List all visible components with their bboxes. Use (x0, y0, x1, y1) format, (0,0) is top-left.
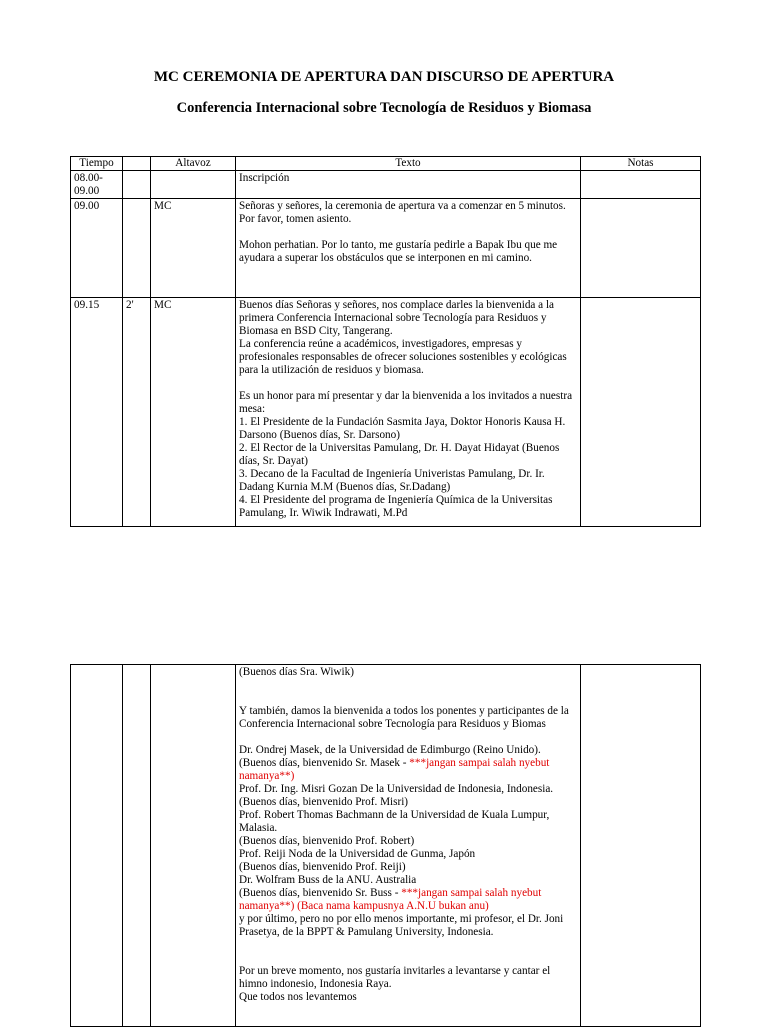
document-title: MC CEREMONIA DE APERTURA DAN DISCURSO DE APERTURA (153, 69, 615, 85)
text-paragraph: (Buenos días Sra. Wiwik) (239, 666, 354, 678)
greeting-line: (Buenos días, bienvenido Prof. Reiji) (239, 861, 406, 873)
guest-list-item: 1. El Presidente de la Fundación Sasmita Jaya, Doktor Honoris Kausa H. Darsono (Buenos días, Sr. Darsono) (239, 416, 566, 441)
schedule-table-page2 (70, 664, 701, 1027)
speaker-entry: Dr. Ondrej Masek, de la Universidad de Edimburgo (Reino Unido). (239, 744, 541, 756)
text-registration: Inscripción (239, 172, 290, 184)
table-row (71, 298, 701, 527)
text-cell (236, 171, 581, 199)
table-row (71, 171, 701, 199)
document-subtitle: Conferencia Internacional sobre Tecnología de Residuos y Biomasa (176, 100, 592, 116)
time-cell: 08.00- 09.00 (71, 171, 123, 199)
text-paragraph: Señoras y señores, la ceremonia de apertura va a comenzar en 5 minutos. Por favor, tomen asiento. (239, 200, 566, 225)
duration-cell (123, 199, 151, 298)
greeting-line (239, 757, 577, 783)
guest-list-item: 2. El Rector de la Universitas Pamulang, Dr. H. Dayat Hidayat (Buenos días, Sr. Dayat) (239, 442, 560, 467)
schedule-table-page1 (70, 156, 701, 527)
text-cell (236, 665, 581, 1027)
header-notas: Notas (581, 157, 701, 171)
notes-cell (581, 199, 701, 298)
table-row (71, 199, 701, 298)
speaker-cell (151, 171, 236, 199)
speaker-entry: Prof. Robert Thomas Bachmann de la Universidad de Kuala Lumpur, Malasia. (239, 809, 550, 834)
text-paragraph: Es un honor para mí presentar y dar la bienvenida a los invitados a nuestra mesa: (239, 390, 573, 415)
speaker-cell: MC (151, 298, 236, 527)
guest-list-item: 4. El Presidente del programa de Ingeniería Química de la Universitas Pamulang, Ir. Wiwik Indrawati, M.Pd (239, 494, 553, 519)
notes-cell (581, 171, 701, 199)
red-note: ***jangan sampai salah nyebut namanya**) (Baca nama kampusnya A.N.U bukan anu) (239, 887, 542, 912)
header-duration (123, 157, 151, 171)
notes-cell (581, 298, 701, 527)
speaker-entry: y por último, pero no por ello menos importante, mi profesor, el Dr. Joni Prasetya, de la BPPT & Pamulang University, Indonesia. (239, 913, 564, 938)
table-row (71, 665, 701, 1027)
red-note: ***jangan sampai salah nyebut namanya**) (239, 757, 550, 782)
speaker-entry: Dr. Wolfram Buss de la ANU. Australia (239, 874, 417, 886)
guest-list-item: 3. Decano de la Facultad de Ingeniería Univeristas Pamulang, Dr. Ir. Dadang Kurnia M.M (Buenos días, Sr.Dadang) (239, 468, 545, 493)
text-paragraph: Mohon perhatian. Por lo tanto, me gustaría pedirle a Bapak Ibu que me ayudara a superar los obstáculos que se interponen en mi camino. (239, 239, 558, 264)
duration-cell (123, 171, 151, 199)
time-cell (71, 665, 123, 1027)
header-altavoz: Altavoz (151, 157, 236, 171)
greeting-line (239, 887, 577, 913)
text-cell (236, 199, 581, 298)
header-tiempo: Tiempo (71, 157, 123, 171)
duration-cell: 2' (123, 298, 151, 527)
greeting-text: (Buenos días, bienvenido Sr. Buss - (239, 887, 402, 899)
text-paragraph: Por un breve momento, nos gustaría invitarles a levantarse y cantar el himno indonesio, Indonesia Raya. (239, 965, 551, 990)
text-cell (236, 298, 581, 527)
text-paragraph: Que todos nos levantemos (239, 991, 357, 1003)
duration-cell (123, 665, 151, 1027)
text-paragraph: La conferencia reúne a académicos, investigadores, empresas y profesionales responsables de ofrecer soluciones sostenibles y ecológicas para la utilización de residuos y biomasa. (239, 338, 567, 376)
header-texto: Texto (236, 157, 581, 171)
text-paragraph: Y también, damos la bienvenida a todos los ponentes y participantes de la Conferencia Internacional sobre Tecnología para Residuos y Biomas (239, 705, 569, 730)
time-cell: 09.00 (71, 199, 123, 298)
speaker-entry: Prof. Reiji Noda de la Universidad de Gunma, Japón (239, 848, 476, 860)
time-cell: 09.15 (71, 298, 123, 527)
table-header-row (71, 157, 701, 171)
greeting-text: (Buenos días, bienvenido Sr. Masek - (239, 757, 410, 769)
greeting-line: (Buenos días, bienvenido Prof. Robert) (239, 835, 415, 847)
greeting-line: (Buenos días, bienvenido Prof. Misri) (239, 796, 409, 808)
notes-cell (581, 665, 701, 1027)
text-paragraph: Buenos días Señoras y señores, nos complace darles la bienvenida a la primera Conferencia Internacional sobre Tecnología para Residuos y Biomasa en BSD City, Tangerang. (239, 299, 555, 337)
speaker-entry: Prof. Dr. Ing. Misri Gozan De la Universidad de Indonesia, Indonesia. (239, 783, 554, 795)
speaker-cell (151, 665, 236, 1027)
speaker-cell: MC (151, 199, 236, 298)
